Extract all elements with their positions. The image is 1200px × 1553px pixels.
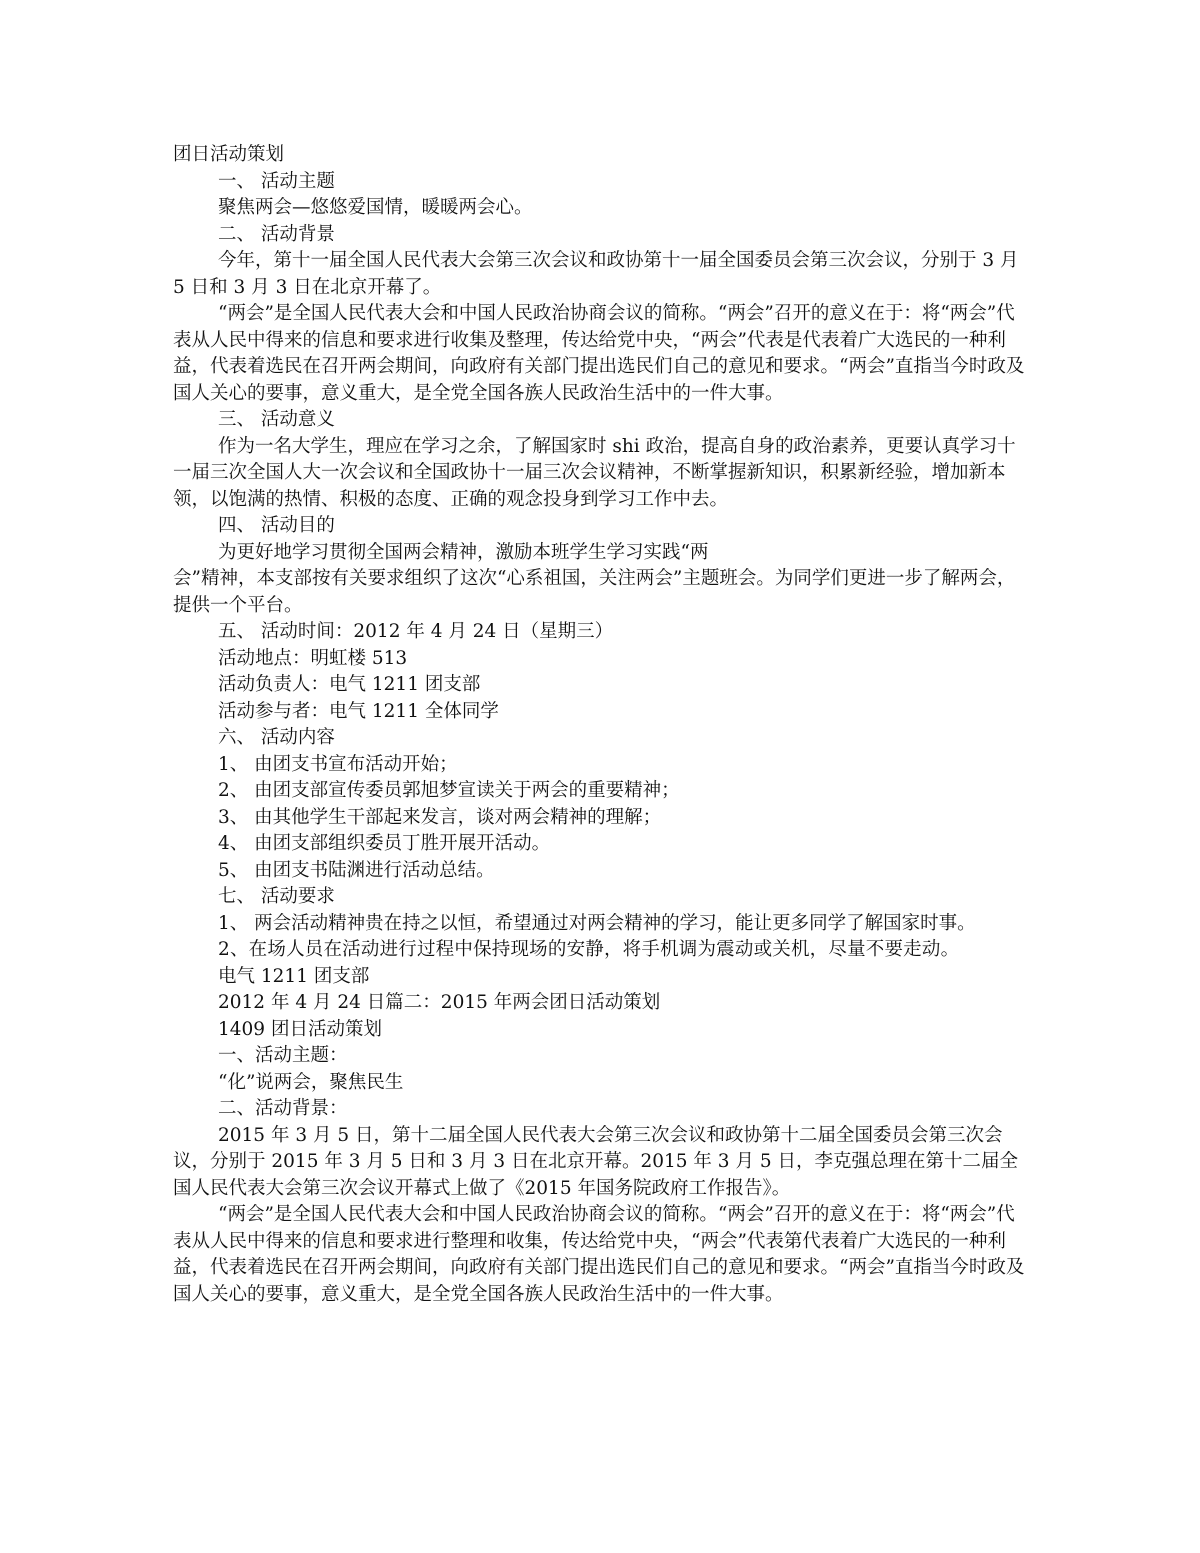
signature-date-and-part2-title: 2012 年 4 月 24 日篇二：2015 年两会团日活动策划 <box>218 992 661 1013</box>
part2-title: 1409 团日活动策划 <box>218 1018 382 1040</box>
activity-location: 活动地点：明虹楼 513 <box>218 647 408 669</box>
background-paragraph-1: 今年，第十一届全国人民代表大会第三次会议和政协第十一届全国委员会第三次会议，分别于 3 月 5 日和 3 月 3 日在北京开幕了。 <box>173 250 1019 298</box>
part2-background-paragraph-1: 2015 年 3 月 5 日，第十二届全国人民代表大会第三次会议和政协第十二届全国委员会第三次会议，分别于 2015 年 3 月 5 日和 3 月 3 日在北京开幕。2015 年 3 月 5 日，李克强总理在第十二届全国人民代表大会第三次会议开幕式上做了《2015 年国务院政府工作报告》。 <box>173 1124 1018 1199</box>
doc-title: 团日活动策划 <box>173 144 285 165</box>
section-heading-content: 六、 活动内容 <box>218 727 335 748</box>
requirement-item-1: 1、 两会活动精神贵在持之以恒，希望通过对两会精神的学习，能让更多同学了解国家时事。 <box>218 912 976 934</box>
activity-participants: 活动参与者：电气 1211 全体同学 <box>218 700 499 722</box>
purpose-line-1: 为更好地学习贯彻全国两会精神，激励本班学生学习实践“两 <box>218 541 709 563</box>
section-heading-requirements: 七、 活动要求 <box>218 886 335 907</box>
requirement-item-2: 2、在场人员在活动进行过程中保持现场的安静，将手机调为震动或关机，尽量不要走动。 <box>218 939 960 960</box>
part2-background-paragraph-2: “两会”是全国人民代表大会和中国人民政治协商会议的简称。“两会”召开的意义在于：将“两会”代表从人民中得来的信息和要求进行整理和收集，传达给党中央，“两会”代表第代表着广大选民的一种利益，代表着选民在召开两会期间，向政府有关部门提出选民们自己的意见和要求。“两会”直指当今时政及国人关心的要事，意义重大，是全党全国各族人民政治生活中的一件大事。 <box>173 1204 1025 1305</box>
part2-theme-text: “化”说两会，聚焦民生 <box>218 1071 404 1093</box>
section-heading-meaning: 三、 活动意义 <box>218 409 335 430</box>
activity-time: 五、 活动时间：2012 年 4 月 24 日（星期三） <box>218 621 614 642</box>
background-paragraph-2: “两会”是全国人民代表大会和中国人民政治协商会议的简称。“两会”召开的意义在于：将“两会”代表从人民中得来的信息和要求进行收集及整理，传达给党中央，“两会”代表是代表着广大选民的一种利益，代表着选民在召开两会期间，向政府有关部门提出选民们自己的意见和要求。“两会”直指当今时政及国人关心的要事，意义重大，是全党全国各族人民政治生活中的一件大事。 <box>173 303 1025 404</box>
meaning-paragraph: 作为一名大学生，理应在学习之余，了解国家时 shi 政治，提高自身的政治素养，更要认真学习十一届三次全国人大一次会议和全国政协十一届三次会议精神，不断掌握新知识，积累新经验，增加新本领，以饱满的热情、积极的态度、正确的观念投身到学习工作中去。 <box>173 435 1016 510</box>
content-item-2: 2、 由团支部宣传委员郭旭梦宣读关于两会的重要精神； <box>218 780 680 801</box>
content-item-4: 4、 由团支部组织委员丁胜开展开活动。 <box>218 833 551 854</box>
section-heading-purpose: 四、 活动目的 <box>218 515 335 536</box>
part2-heading-background: 二、活动背景： <box>218 1098 348 1119</box>
content-item-3: 3、 由其他学生干部起来发言，谈对两会精神的理解； <box>218 806 662 828</box>
content-item-1: 1、 由团支书宣布活动开始； <box>218 753 458 775</box>
theme-text: 聚焦两会—悠悠爱国情，暖暖两会心。 <box>218 197 533 218</box>
purpose-line-2: 会”精神，本支部按有关要求组织了这次“心系祖国，关注两会”主题班会。为同学们更进一步了解两会，提供一个平台。 <box>173 568 1016 616</box>
document-body <box>173 142 1033 1308</box>
part2-heading-theme: 一、活动主题： <box>218 1045 348 1066</box>
activity-organizer: 活动负责人：电气 1211 团支部 <box>218 674 481 695</box>
section-heading-background: 二、 活动背景 <box>218 223 335 245</box>
section-heading-theme: 一、 活动主题 <box>218 170 335 192</box>
content-item-5: 5、 由团支书陆渊进行活动总结。 <box>218 859 495 881</box>
signature-org: 电气 1211 团支部 <box>218 965 370 987</box>
